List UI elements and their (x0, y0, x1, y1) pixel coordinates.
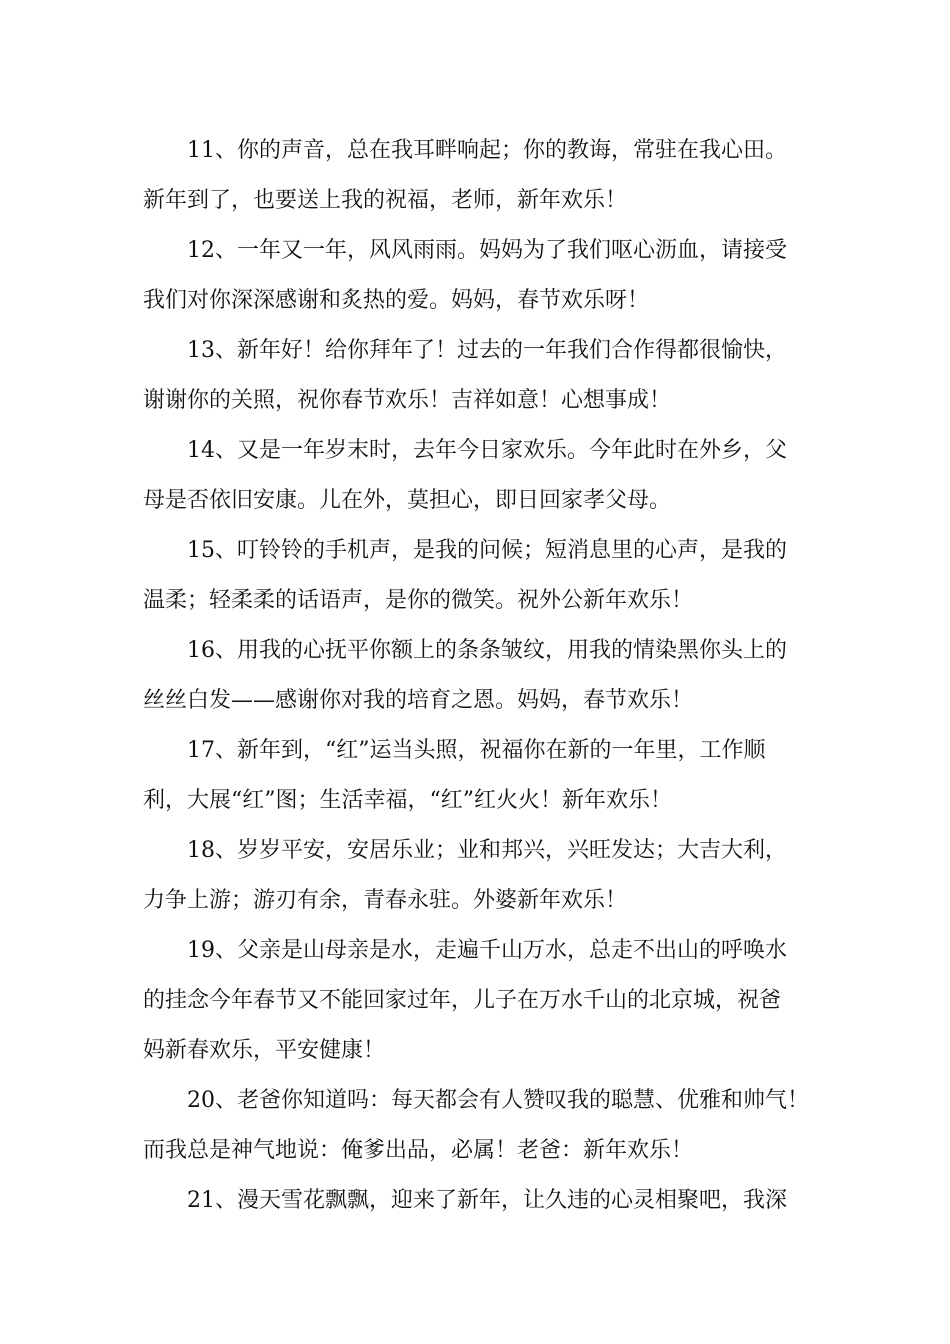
paragraph-13 (143, 326, 823, 426)
paragraph-line: 20、老爸你知道吗：每天都会有人赞叹我的聪慧、优雅和帅气！ (187, 1088, 809, 1113)
paragraph-14 (143, 426, 823, 526)
paragraph-12 (143, 226, 823, 326)
paragraph-line: 12、一年又一年，风风雨雨。妈妈为了我们呕心沥血，请接受 (187, 238, 787, 263)
paragraph-line: 而我总是神气地说：俺爹出品，必属！老爸：新年欢乐！ (143, 1138, 694, 1163)
paragraph-line: 新年到了，也要送上我的祝福，老师，新年欢乐！ (143, 188, 628, 213)
paragraph-line: 力争上游；游刃有余，青春永驻。外婆新年欢乐！ (143, 888, 628, 913)
paragraph-line: 18、岁岁平安，安居乐业；业和邦兴，兴旺发达；大吉大利， (187, 838, 787, 863)
paragraph-line: 妈新春欢乐，平安健康！ (143, 1038, 386, 1063)
paragraph-17 (143, 726, 823, 826)
paragraph-18 (143, 826, 823, 926)
paragraph-line: 丝丝白发——感谢你对我的培育之恩。妈妈，春节欢乐！ (143, 688, 694, 713)
paragraph-19 (143, 926, 823, 1076)
paragraph-line: 我们对你深深感谢和炙热的爱。妈妈，春节欢乐呀！ (143, 288, 650, 313)
paragraph-line: 15、叮铃铃的手机声，是我的问候；短消息里的心声，是我的 (187, 538, 787, 563)
paragraph-line: 21、漫天雪花飘飘，迎来了新年，让久违的心灵相聚吧，我深 (187, 1188, 787, 1213)
document-body (143, 126, 823, 1226)
paragraph-line: 16、用我的心抚平你额上的条条皱纹，用我的情染黑你头上的 (187, 638, 787, 663)
paragraph-20 (143, 1076, 823, 1176)
paragraph-line: 母是否依旧安康。儿在外，莫担心，即日回家孝父母。 (143, 488, 672, 513)
paragraph-21 (143, 1176, 823, 1226)
paragraph-line: 11、你的声音，总在我耳畔响起；你的教诲，常驻在我心田。 (187, 138, 787, 163)
paragraph-15 (143, 526, 823, 626)
paragraph-line: 14、又是一年岁末时，去年今日家欢乐。今年此时在外乡，父 (187, 438, 787, 463)
paragraph-line: 利，大展“红”图；生活幸福，“红”红火火！新年欢乐！ (143, 788, 672, 813)
paragraph-11 (143, 126, 823, 226)
paragraph-16 (143, 626, 823, 726)
paragraph-line: 谢谢你的关照，祝你春节欢乐！吉祥如意！心想事成！ (143, 388, 672, 413)
paragraph-line: 13、新年好！给你拜年了！过去的一年我们合作得都很愉快， (187, 338, 787, 363)
paragraph-line: 17、新年到，“红”运当头照，祝福你在新的一年里，工作顺 (187, 738, 766, 763)
paragraph-line: 的挂念今年春节又不能回家过年，儿子在万水千山的北京城，祝爸 (143, 988, 782, 1013)
paragraph-line: 19、父亲是山母亲是水，走遍千山万水，总走不出山的呼唤水 (187, 938, 787, 963)
paragraph-line: 温柔；轻柔柔的话语声，是你的微笑。祝外公新年欢乐！ (143, 588, 694, 613)
